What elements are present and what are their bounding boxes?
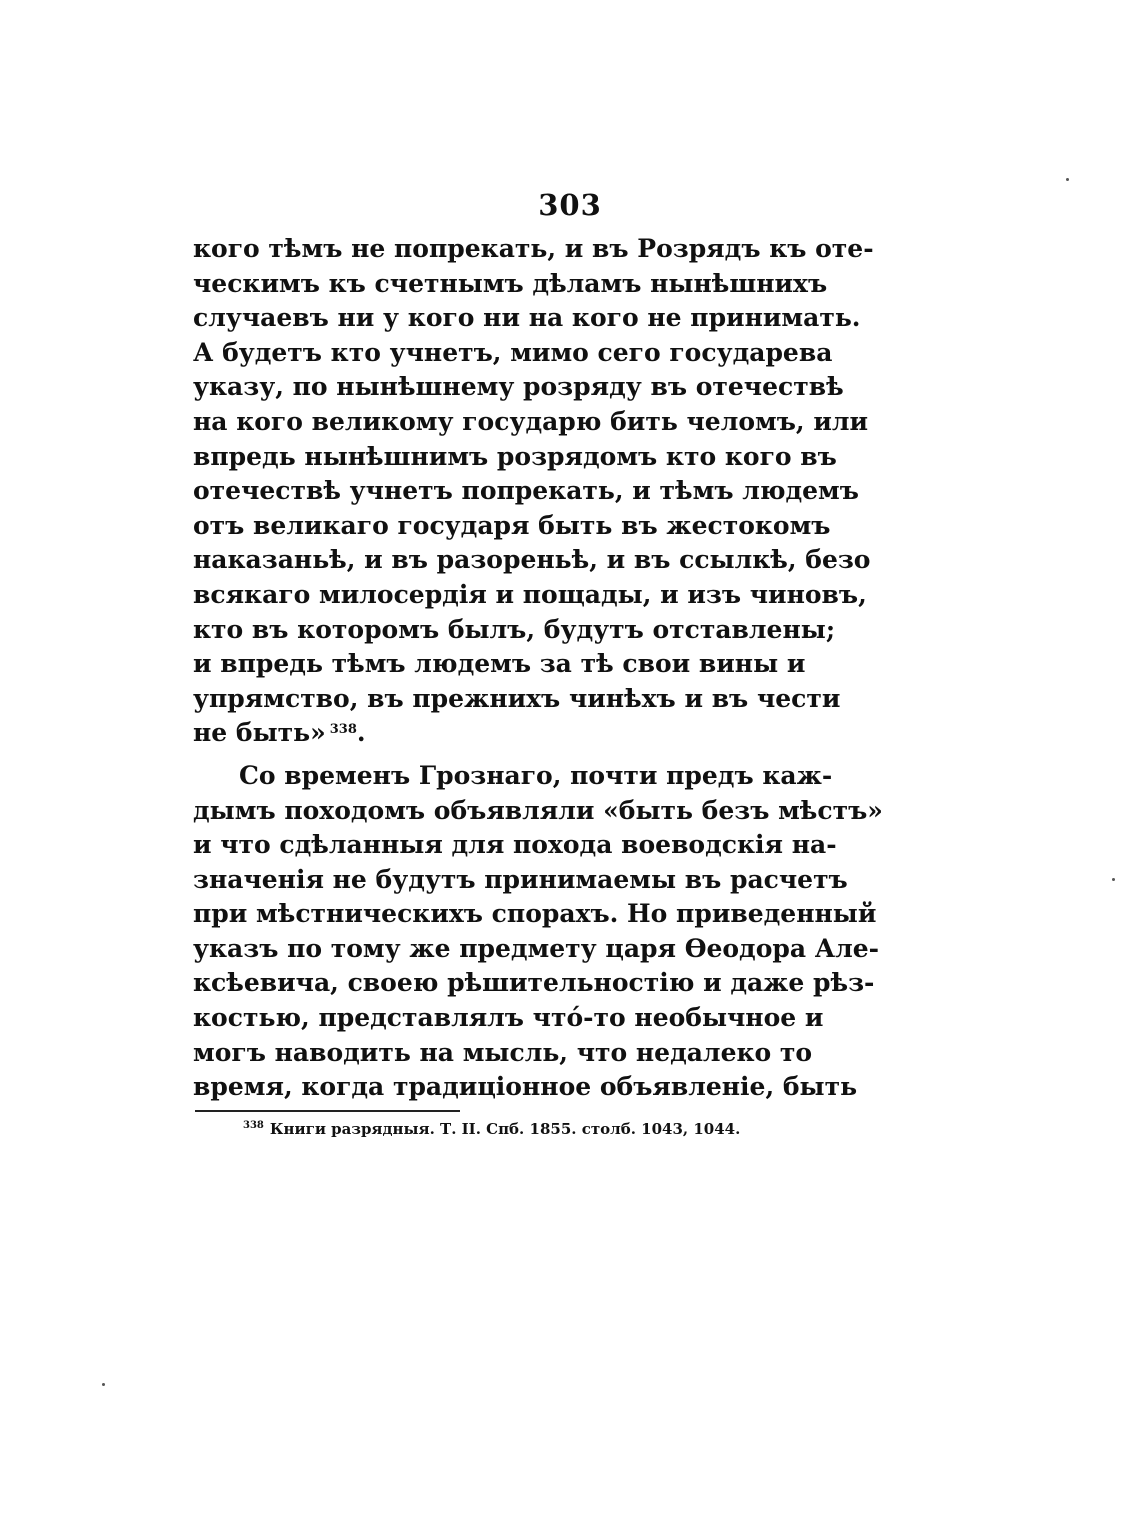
scan-speck: [102, 1383, 105, 1386]
text-line: ческимъ къ счетнымъ дѣламъ нынѣшнихъ: [193, 268, 828, 298]
text-line: и что сдѣланныя для похода воеводскія на-: [193, 830, 837, 860]
text-line: отъ великаго государя быть въ жестокомъ: [193, 510, 831, 540]
scan-speck: [1112, 878, 1115, 881]
footnote-divider: [195, 1110, 460, 1112]
text-line: время, когда традиціонное объявленіе, быть: [193, 1072, 858, 1102]
text-line: значенія не будутъ принимаемы въ расчетъ: [193, 864, 848, 894]
text-line: костью, представлялъ чтó-то необычное и: [193, 1003, 824, 1033]
text-line: отечествѣ учнетъ попрекать, и тѣмъ людемъ: [193, 476, 859, 506]
paragraph-2: [193, 759, 883, 1105]
text-line: Со временъ Грознаго, почти предъ каж-: [239, 760, 833, 790]
text-line: впредь нынѣшнимъ розрядомъ кто кого въ: [193, 441, 837, 471]
text-line: и впредь тѣмъ людемъ за тѣ свои вины и: [193, 649, 806, 679]
footnote-reference[interactable]: 338: [329, 722, 357, 738]
last-line-text: не быть»: [193, 718, 326, 748]
text-line: ксѣевича, своею рѣшительностію и даже рѣз-: [193, 968, 875, 998]
text-line: всякаго милосердія и пощады, и изъ чиновъ,: [193, 579, 867, 609]
text-line: А будетъ кто учнетъ, мимо сего государева: [193, 337, 833, 367]
paragraph-gap: [193, 751, 770, 759]
text-line: кто въ которомъ былъ, будутъ отставлены;: [193, 614, 836, 644]
footnote-number: 338: [243, 1120, 264, 1131]
text-line: указу, по нынѣшнему розряду въ отечествѣ: [193, 372, 844, 402]
text-line: на кого великому государю бить челомъ, или: [193, 406, 869, 436]
text-line: наказаньѣ, и въ разореньѣ, и въ ссылкѣ, безо: [193, 545, 871, 575]
text-line: дымъ походомъ объявляли «быть безъ мѣстъ»: [193, 795, 883, 825]
text-line-last: [193, 716, 770, 751]
last-line-end: .: [356, 718, 366, 748]
text-line: при мѣстническихъ спорахъ. Но приведенный: [193, 899, 877, 929]
page-number: 303: [538, 188, 602, 222]
text-line: могъ наводить на мысль, что недалеко то: [193, 1037, 813, 1067]
scan-speck: [1066, 178, 1069, 181]
text-line: кого тѣмъ не попрекать, и въ Розрядъ къ оте-: [193, 234, 874, 263]
text-line: случаевъ ни у кого ни на кого не принимать.: [193, 303, 861, 333]
footnote: [243, 1120, 740, 1138]
footnote-text: Книги разрядныя. Т. II. Спб. 1855. столб. 1043, 1044.: [269, 1120, 741, 1138]
text-line: упрямство, въ прежнихъ чинѣхъ и въ чести: [193, 683, 841, 713]
text-line: указъ по тому же предмету царя Ѳеодора Але-: [193, 933, 880, 963]
paragraph-1: [193, 232, 874, 751]
body-text: [193, 232, 883, 1105]
